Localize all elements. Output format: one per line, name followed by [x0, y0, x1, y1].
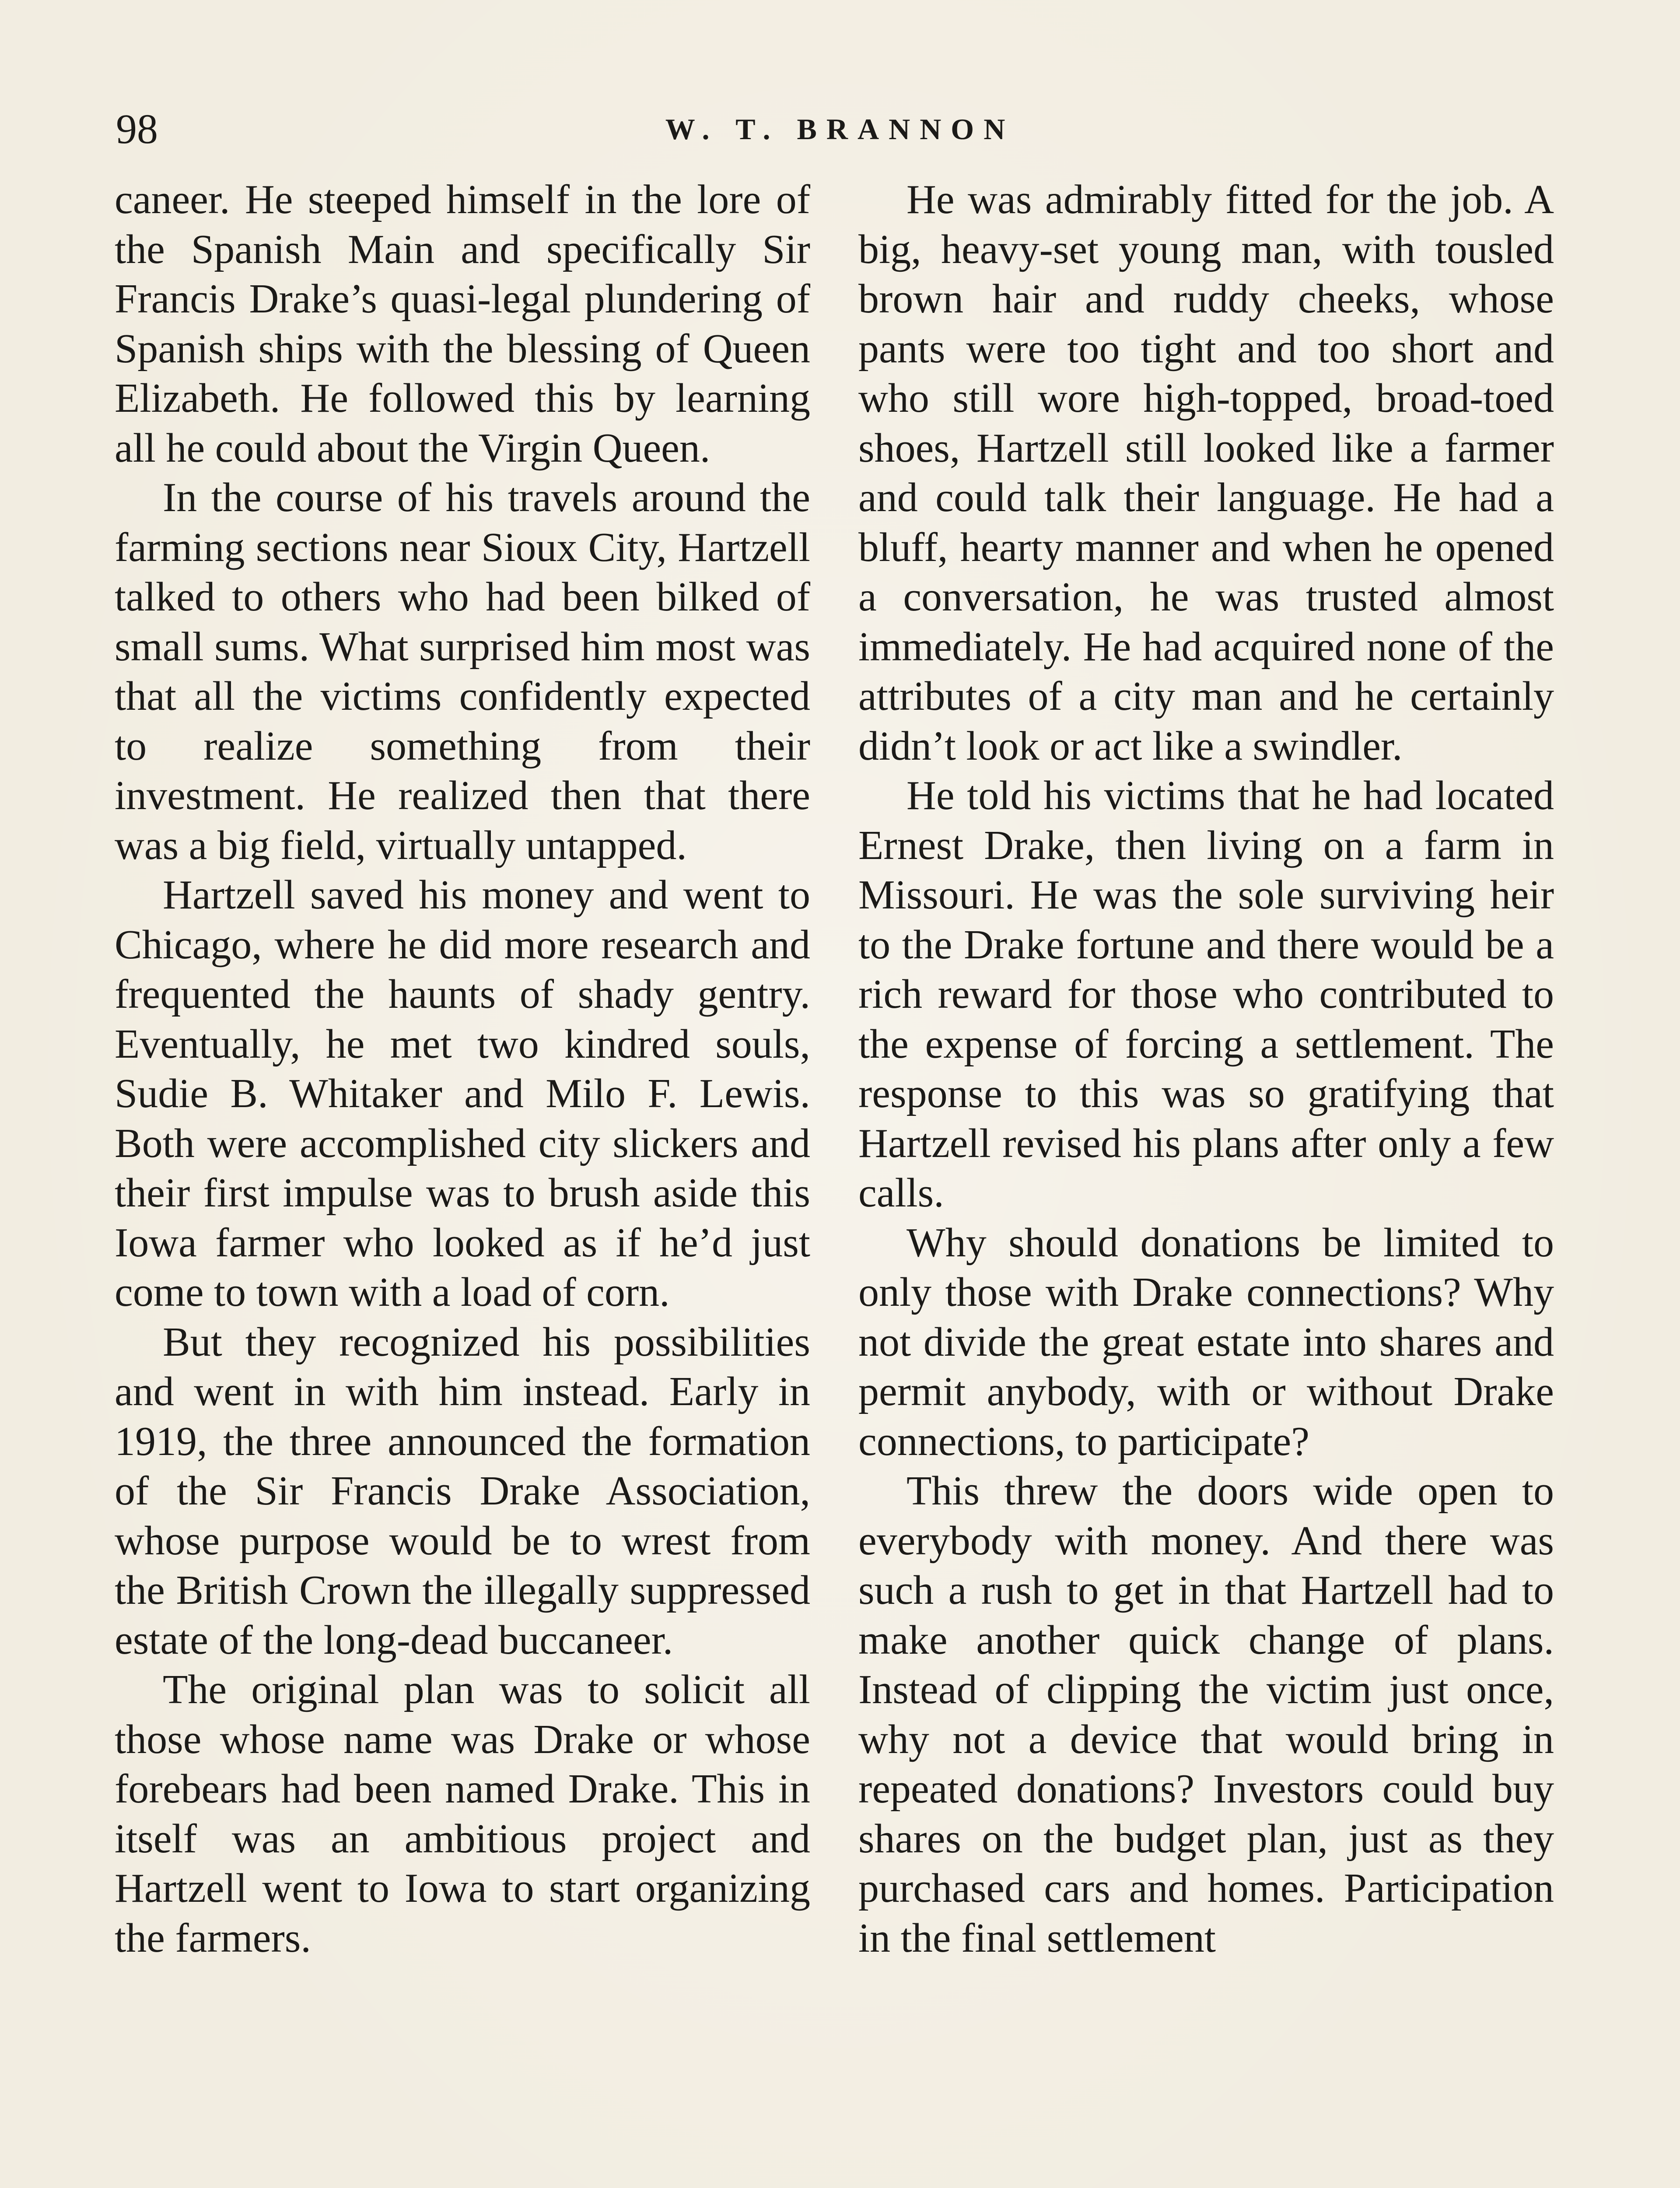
- left-paragraph-4: But they recognized his possibilities and went in with him instead. Early in 1919, the three announced the formation of the Sir Francis Drake Association, whose purpose would be to wrest from the British Crown the illegally suppressed estate of the long-dead buccaneer.: [115, 1319, 810, 1663]
- left-paragraph-1: caneer. He steeped himself in the lore of the Spanish Main and specifically Sir Francis Drake’s quasi-legal plundering of Spanish ships with the blessing of Queen Elizabeth. He followed this by learning all he could about the Virgin Queen.: [115, 177, 810, 471]
- left-paragraph-3: Hartzell saved his money and went to Chicago, where he did more research and frequented the haunts of shady gentry. Eventually, he met two kindred souls, Sudie B. Whitaker and Milo F. Lewis. Both were accomplished city slickers and their first impulse was to brush aside this Iowa farmer who looked as if he’d just come to town with a load of corn.: [115, 872, 810, 1315]
- page-number: 98: [116, 105, 158, 152]
- right-paragraph-1: He was admirably fitted for the job. A big, heavy-set young man, with tousled brown hair and ruddy cheeks, whose pants were too tight and too short and who still wore high-topped, broad-toed shoes, Hartzell still looked like a farmer and could talk their language. He had a bluff, hearty manner and when he opened a conversation, he was trusted almost immediately. He had acquired none of the attributes of a city man and he certainly didn’t look or act like a swindler.: [858, 177, 1554, 769]
- right-paragraph-2: He told his victims that he had located Ernest Drake, then living on a farm in Missouri. He was the sole surviving heir to the Drake fortune and there would be a rich reward for those who contributed to the expense of forcing a settlement. The response to this was so gratifying that Hartzell revised his plans after only a few calls.: [858, 773, 1554, 1216]
- running-head: W. T. BRANNON: [665, 112, 1015, 146]
- left-paragraph-2: In the course of his travels around the farming sections near Sioux City, Hartzell talked to others who had been bilked of small sums. What surprised him most was that all the victims confidently expected to realize something from their investment. He realized then that there was a big field, virtually untapped.: [115, 475, 810, 868]
- left-column: [115, 175, 810, 1963]
- right-paragraph-3: Why should donations be limited to only those with Drake connections? Why not divide the great estate into shares and permit anybody, with or without Drake connections, to participate?: [858, 1220, 1554, 1464]
- left-paragraph-5: The original plan was to solicit all those whose name was Drake or whose forebears had been named Drake. This in itself was an ambitious project and Hartzell went to Iowa to start organizing the farmers.: [115, 1667, 810, 1961]
- right-column: [858, 175, 1554, 1963]
- right-paragraph-4: This threw the doors wide open to everybody with money. And there was such a rush to get in that Hartzell had to make another quick change of plans. Instead of clipping the victim just once, why not a device that would bring in repeated donations? Investors could buy shares on the budget plan, just as they purchased cars and homes. Participation in the final settlement: [858, 1468, 1554, 1961]
- page-header: [116, 98, 1564, 160]
